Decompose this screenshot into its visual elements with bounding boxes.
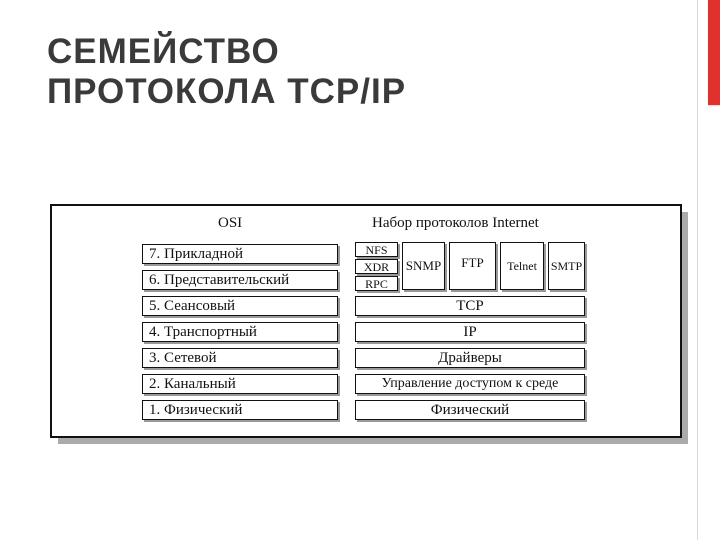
internet-row-ip: IP: [355, 322, 585, 342]
internet-row-physical: Физический: [355, 400, 585, 420]
slide-title-line-2: ПРОТОКОЛА TCP/IP: [47, 72, 407, 111]
internet-row-tcp: TCP: [355, 296, 585, 316]
osi-layer-6: 6. Представительский: [142, 270, 338, 290]
protocol-snmp: SNMP: [402, 242, 445, 290]
osi-layer-4: 4. Транспортный: [142, 322, 338, 342]
internet-row-drivers: Драйверы: [355, 348, 585, 368]
slide-title-line-1: СЕМЕЙСТВО: [47, 32, 280, 71]
internet-row-media-access: Управление доступом к среде: [355, 374, 585, 394]
osi-layer-5: 5. Сеансовый: [142, 296, 338, 316]
protocol-xdr: XDR: [355, 259, 398, 274]
protocol-telnet: Telnet: [500, 242, 544, 290]
protocol-smtp: SMTP: [548, 242, 585, 290]
protocol-nfs: NFS: [355, 242, 398, 257]
internet-header: Набор протоколов Internet: [372, 215, 539, 231]
osi-layer-7: 7. Прикладной: [142, 244, 338, 264]
osi-layer-2: 2. Канальный: [142, 374, 338, 394]
osi-layer-3: 3. Сетевой: [142, 348, 338, 368]
slide-right-divider: [697, 0, 698, 540]
slide-title: [47, 32, 687, 112]
osi-header: OSI: [218, 215, 243, 231]
protocol-ftp: FTP: [449, 242, 496, 290]
protocol-rpc: RPC: [355, 276, 398, 291]
osi-vs-internet-diagram: [50, 204, 682, 438]
osi-layer-1: 1. Физический: [142, 400, 338, 420]
slide-accent-bar: [708, 0, 720, 105]
